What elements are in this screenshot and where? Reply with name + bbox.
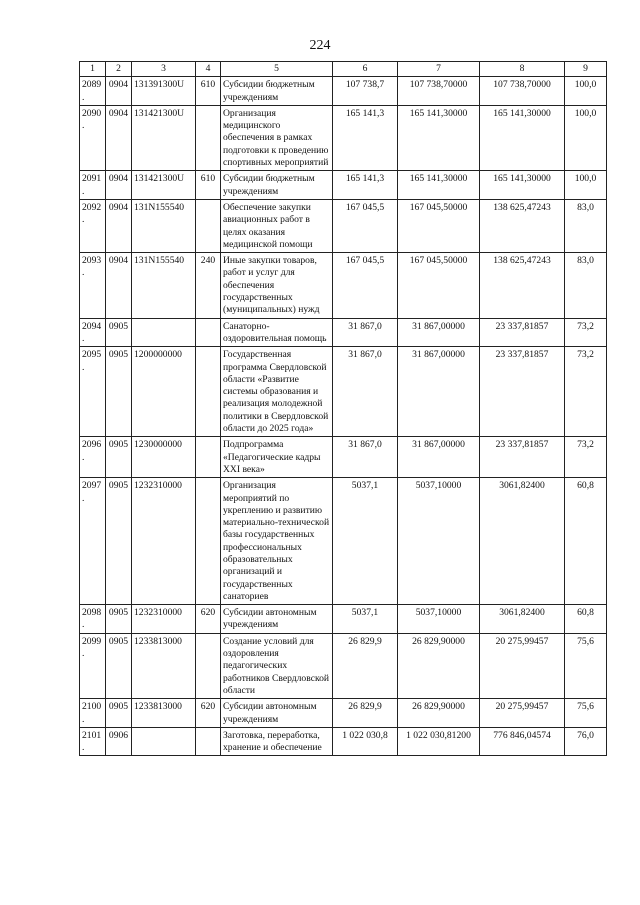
article-code: 1200000000: [132, 347, 196, 437]
planned-amount: 31 867,00000: [398, 347, 480, 437]
executed-amount: 3061,82400: [480, 478, 565, 605]
section-code: 0905: [106, 347, 132, 437]
table-row: [80, 437, 607, 478]
expense-type: 620: [196, 699, 221, 728]
row-number: 2095.: [80, 347, 106, 437]
approved-amount: 167 045,5: [333, 253, 398, 318]
column-header-9: 9: [565, 62, 607, 77]
article-code: 131N155540: [132, 253, 196, 318]
item-name: Субсидии автономным учреждениям: [221, 605, 333, 634]
expense-type: 620: [196, 605, 221, 634]
row-number: 2098.: [80, 605, 106, 634]
item-name: Субсидии бюджетным учреждениям: [221, 171, 333, 200]
table-row: [80, 105, 607, 170]
expense-type: [196, 318, 221, 347]
executed-amount: 165 141,30000: [480, 171, 565, 200]
row-number: 2101.: [80, 727, 106, 756]
planned-amount: 167 045,50000: [398, 199, 480, 252]
table-row: [80, 727, 607, 756]
article-code: 1230000000: [132, 437, 196, 478]
column-header-8: 8: [480, 62, 565, 77]
item-name: Заготовка, переработка, хранение и обеспечение: [221, 727, 333, 756]
article-code: 1233813000: [132, 699, 196, 728]
execution-percent: 73,2: [565, 347, 607, 437]
item-name: Обеспечение закупки авиационных работ в целях оказания медицинской помощи: [221, 199, 333, 252]
column-header-1: 1: [80, 62, 106, 77]
row-number: 2094.: [80, 318, 106, 347]
article-code: 131421300U: [132, 171, 196, 200]
planned-amount: 31 867,00000: [398, 437, 480, 478]
planned-amount: 31 867,00000: [398, 318, 480, 347]
approved-amount: 26 829,9: [333, 633, 398, 698]
expense-type: [196, 727, 221, 756]
approved-amount: 31 867,0: [333, 437, 398, 478]
section-code: 0905: [106, 318, 132, 347]
planned-amount: 5037,10000: [398, 478, 480, 605]
execution-percent: 100,0: [565, 77, 607, 106]
column-header-5: 5: [221, 62, 333, 77]
planned-amount: 26 829,90000: [398, 633, 480, 698]
article-code: 1233813000: [132, 633, 196, 698]
expense-type: [196, 437, 221, 478]
expense-type: [196, 199, 221, 252]
planned-amount: 1 022 030,81200: [398, 727, 480, 756]
execution-percent: 75,6: [565, 633, 607, 698]
row-number: 2091.: [80, 171, 106, 200]
approved-amount: 31 867,0: [333, 347, 398, 437]
table-row: [80, 253, 607, 318]
article-code: 131421300U: [132, 105, 196, 170]
item-name: Подпрограмма «Педагогические кадры XXI века»: [221, 437, 333, 478]
planned-amount: 107 738,70000: [398, 77, 480, 106]
item-name: Организация мероприятий по укреплению и развитию материально-технической базы государственных профессиональных образовательных организаций и государственных санаториев: [221, 478, 333, 605]
row-number: 2096.: [80, 437, 106, 478]
row-number: 2092.: [80, 199, 106, 252]
section-code: 0904: [106, 77, 132, 106]
execution-percent: 73,2: [565, 318, 607, 347]
executed-amount: 165 141,30000: [480, 105, 565, 170]
table-row: [80, 699, 607, 728]
section-code: 0904: [106, 199, 132, 252]
row-number: 2089.: [80, 77, 106, 106]
item-name: Санаторно-оздоровительная помощь: [221, 318, 333, 347]
section-code: 0905: [106, 699, 132, 728]
column-header-2: 2: [106, 62, 132, 77]
approved-amount: 167 045,5: [333, 199, 398, 252]
executed-amount: 20 275,99457: [480, 699, 565, 728]
row-number: 2100.: [80, 699, 106, 728]
page-number: 224: [309, 38, 331, 53]
column-header-3: 3: [132, 62, 196, 77]
expense-type: 610: [196, 171, 221, 200]
item-name: Создание условий для оздоровления педагогических работников Свердловской области: [221, 633, 333, 698]
header-row: [80, 62, 607, 77]
planned-amount: 167 045,50000: [398, 253, 480, 318]
executed-amount: 776 846,04574: [480, 727, 565, 756]
table-row: [80, 199, 607, 252]
table-row: [80, 171, 607, 200]
approved-amount: 5037,1: [333, 605, 398, 634]
article-code: [132, 727, 196, 756]
approved-amount: 1 022 030,8: [333, 727, 398, 756]
section-code: 0906: [106, 727, 132, 756]
planned-amount: 165 141,30000: [398, 105, 480, 170]
table-row: [80, 318, 607, 347]
section-code: 0905: [106, 605, 132, 634]
execution-percent: 100,0: [565, 171, 607, 200]
article-code: 1232310000: [132, 478, 196, 605]
approved-amount: 26 829,9: [333, 699, 398, 728]
execution-percent: 76,0: [565, 727, 607, 756]
execution-percent: 60,8: [565, 605, 607, 634]
expense-type: [196, 105, 221, 170]
table-body: [80, 77, 607, 756]
approved-amount: 5037,1: [333, 478, 398, 605]
article-code: 131N155540: [132, 199, 196, 252]
column-header-4: 4: [196, 62, 221, 77]
column-header-6: 6: [333, 62, 398, 77]
executed-amount: 107 738,70000: [480, 77, 565, 106]
table-row: [80, 478, 607, 605]
section-code: 0905: [106, 478, 132, 605]
executed-amount: 23 337,81857: [480, 318, 565, 347]
table-row: [80, 77, 607, 106]
row-number: 2099.: [80, 633, 106, 698]
section-code: 0905: [106, 437, 132, 478]
item-name: Государственная программа Свердловской области «Развитие системы образования и реализация молодежной политики в Свердловской области до 2025 года»: [221, 347, 333, 437]
executed-amount: 20 275,99457: [480, 633, 565, 698]
section-code: 0904: [106, 253, 132, 318]
execution-percent: 100,0: [565, 105, 607, 170]
item-name: Иные закупки товаров, работ и услуг для обеспечения государственных (муниципальных) нужд: [221, 253, 333, 318]
article-code: [132, 318, 196, 347]
section-code: 0905: [106, 633, 132, 698]
execution-percent: 73,2: [565, 437, 607, 478]
item-name: Субсидии автономным учреждениям: [221, 699, 333, 728]
approved-amount: 165 141,3: [333, 171, 398, 200]
expense-type: [196, 633, 221, 698]
executed-amount: 23 337,81857: [480, 437, 565, 478]
table-row: [80, 605, 607, 634]
execution-percent: 83,0: [565, 253, 607, 318]
planned-amount: 165 141,30000: [398, 171, 480, 200]
executed-amount: 3061,82400: [480, 605, 565, 634]
article-code: 131391300U: [132, 77, 196, 106]
item-name: Организация медицинского обеспечения в рамках подготовки к проведению спортивных мероприятий: [221, 105, 333, 170]
column-header-7: 7: [398, 62, 480, 77]
approved-amount: 165 141,3: [333, 105, 398, 170]
item-name: Субсидии бюджетным учреждениям: [221, 77, 333, 106]
execution-percent: 75,6: [565, 699, 607, 728]
row-number: 2097.: [80, 478, 106, 605]
article-code: 1232310000: [132, 605, 196, 634]
section-code: 0904: [106, 105, 132, 170]
section-code: 0904: [106, 171, 132, 200]
expense-type: 610: [196, 77, 221, 106]
expense-type: [196, 478, 221, 605]
approved-amount: 31 867,0: [333, 318, 398, 347]
expense-type: [196, 347, 221, 437]
execution-percent: 60,8: [565, 478, 607, 605]
approved-amount: 107 738,7: [333, 77, 398, 106]
executed-amount: 138 625,47243: [480, 253, 565, 318]
expense-type: 240: [196, 253, 221, 318]
executed-amount: 138 625,47243: [480, 199, 565, 252]
executed-amount: 23 337,81857: [480, 347, 565, 437]
table-row: [80, 633, 607, 698]
budget-table: [79, 61, 607, 756]
table-row: [80, 347, 607, 437]
planned-amount: 26 829,90000: [398, 699, 480, 728]
row-number: 2090.: [80, 105, 106, 170]
planned-amount: 5037,10000: [398, 605, 480, 634]
execution-percent: 83,0: [565, 199, 607, 252]
row-number: 2093.: [80, 253, 106, 318]
